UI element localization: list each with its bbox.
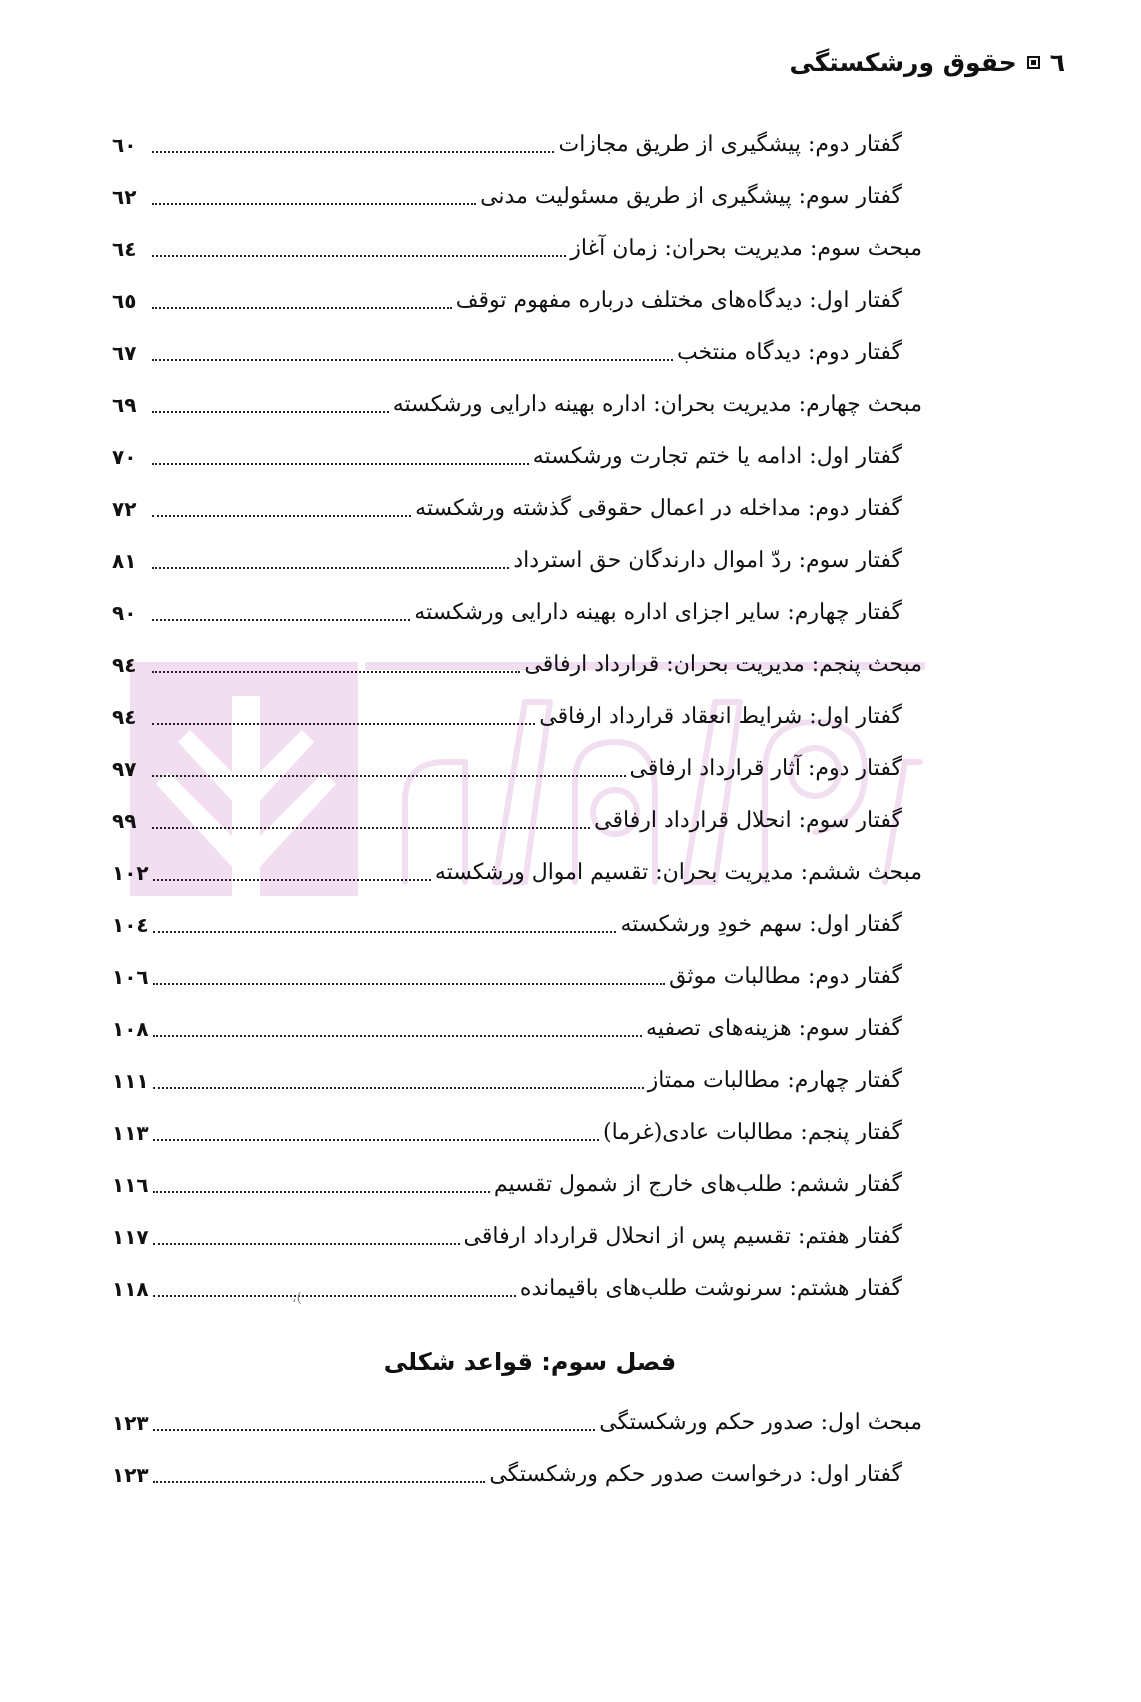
toc-entry-title: گفتار پنجم: مطالبات عادی(غرما) bbox=[603, 1120, 902, 1145]
toc-entry[interactable] bbox=[112, 536, 902, 576]
toc-entry[interactable] bbox=[112, 328, 902, 368]
toc-entry-title: گفتار اول: ادامه یا ختم تجارت ورشکسته bbox=[532, 444, 902, 469]
dot-leader bbox=[152, 567, 509, 569]
toc-entry-page: ٩٤ bbox=[112, 705, 137, 729]
dot-leader bbox=[153, 879, 431, 881]
toc-entry-title: مبحث چهارم: مدیریت بحران: اداره بهینه دارایی ورشکسته bbox=[392, 392, 922, 417]
toc-entry-title: گفتار سوم: انحلال قرارداد ارفاقی bbox=[594, 808, 902, 833]
dot-leader bbox=[153, 1243, 460, 1245]
toc-entry[interactable] bbox=[112, 588, 902, 628]
page-header bbox=[789, 48, 1065, 77]
toc-entry[interactable] bbox=[112, 900, 902, 940]
toc-entry[interactable] bbox=[112, 1450, 902, 1490]
toc-entry-title: گفتار ششم: طلب‌های خارج از شمول تقسیم bbox=[493, 1172, 902, 1197]
toc-entry-title: گفتار دوم: مطالبات موثق bbox=[669, 964, 902, 989]
toc-entry[interactable] bbox=[112, 380, 922, 420]
toc-entry-page: ٦٤ bbox=[112, 237, 137, 261]
toc-entry-title: گفتار سوم: هزینه‌های تصفیه bbox=[646, 1016, 902, 1041]
toc-entry-page: ٩٧ bbox=[112, 757, 137, 781]
toc-entry-title: مبحث پنجم: مدیریت بحران: قرارداد ارفاقی bbox=[524, 652, 922, 677]
toc-entry-page: ٧٢ bbox=[112, 497, 137, 521]
square-bullet-icon bbox=[1027, 56, 1040, 69]
dot-leader bbox=[152, 775, 626, 777]
dot-leader bbox=[152, 671, 520, 673]
toc-entry[interactable] bbox=[112, 1004, 902, 1044]
dot-leader bbox=[152, 463, 529, 465]
dot-leader bbox=[153, 1481, 486, 1483]
toc-entry-title: مبحث اول: صدور حکم ورشکستگی bbox=[599, 1410, 922, 1435]
toc-entry[interactable] bbox=[112, 848, 922, 888]
toc-entry-page: ٩٠ bbox=[112, 601, 137, 625]
toc-entry[interactable] bbox=[112, 172, 902, 212]
toc-entry[interactable] bbox=[112, 1264, 902, 1304]
toc-entry-page: ٦٠ bbox=[112, 133, 137, 157]
toc-entry-page: ٦٩ bbox=[112, 393, 137, 417]
toc-entry[interactable] bbox=[112, 224, 922, 264]
toc-entry[interactable] bbox=[112, 432, 902, 472]
toc-entry-page: ١١٦ bbox=[112, 1173, 149, 1197]
dot-leader bbox=[152, 515, 411, 517]
toc-entry-title: گفتار اول: سهم خودِ ورشکسته bbox=[620, 912, 902, 937]
toc-entry-title: گفتار دوم: پیشگیری از طریق مجازات bbox=[558, 132, 902, 157]
toc-entry-title: گفتار اول: درخواست صدور حکم ورشکستگی bbox=[489, 1462, 902, 1487]
toc-entry-title: گفتار هفتم: تقسیم پس از انحلال قرارداد ارفاقی bbox=[463, 1224, 902, 1249]
toc-entry-title: گفتار اول: دیدگاه‌های مختلف درباره مفهوم توقف bbox=[455, 288, 902, 313]
toc-entry-page: ١١٨ bbox=[112, 1277, 149, 1301]
toc-entry-page: ١٠٦ bbox=[112, 965, 149, 989]
toc-entry[interactable] bbox=[112, 744, 902, 784]
toc-entry-title: مبحث سوم: مدیریت بحران: زمان آغاز bbox=[570, 236, 922, 261]
dot-leader bbox=[152, 723, 535, 725]
dot-leader bbox=[153, 1191, 490, 1193]
toc-entry-page: ٦٢ bbox=[112, 185, 137, 209]
toc-entry-title: گفتار چهارم: سایر اجزای اداره بهینه دارایی ورشکسته bbox=[414, 600, 902, 625]
dot-leader bbox=[152, 827, 590, 829]
toc-entry[interactable] bbox=[112, 692, 902, 732]
toc-entry-page: ١٢٣ bbox=[112, 1411, 149, 1435]
toc-entry[interactable] bbox=[112, 1160, 902, 1200]
toc-entry-title: گفتار هشتم: سرنوشت طلب‌های باقیمانده bbox=[519, 1276, 902, 1301]
toc-entry-title: گفتار سوم: ردّ اموال دارندگان حق استرداد bbox=[513, 548, 902, 573]
toc-entry[interactable] bbox=[112, 952, 902, 992]
page-number: ٦ bbox=[1049, 48, 1065, 77]
toc-entry[interactable] bbox=[112, 640, 922, 680]
dot-leader bbox=[153, 1035, 642, 1037]
stray-mark: ،( bbox=[292, 1290, 302, 1306]
dot-leader bbox=[153, 1429, 596, 1431]
chapter-heading[interactable]: فصل سوم: قواعد شکلی bbox=[383, 1348, 677, 1376]
dot-leader bbox=[153, 1295, 516, 1297]
dot-leader bbox=[152, 619, 410, 621]
toc-entry[interactable] bbox=[112, 1212, 902, 1252]
toc-entry[interactable] bbox=[112, 484, 902, 524]
dot-leader bbox=[152, 307, 452, 309]
dot-leader bbox=[152, 151, 554, 153]
toc-entry-page: ١١٧ bbox=[112, 1225, 149, 1249]
toc-entry-title: گفتار اول: شرایط انعقاد قرارداد ارفاقی bbox=[539, 704, 902, 729]
dot-leader bbox=[153, 1139, 599, 1141]
dot-leader bbox=[153, 983, 665, 985]
toc-entry-page: ١٠٨ bbox=[112, 1017, 149, 1041]
toc-entry-page: ١١١ bbox=[112, 1069, 149, 1093]
toc-entry-page: ١٠٤ bbox=[112, 913, 149, 937]
dot-leader bbox=[152, 203, 476, 205]
toc-entry-page: ١٠٢ bbox=[112, 861, 149, 885]
dot-leader bbox=[153, 1087, 644, 1089]
toc-entry-page: ٦٧ bbox=[112, 341, 137, 365]
toc-entry-title: گفتار دوم: مداخله در اعمال حقوقی گذشته ورشکسته bbox=[415, 496, 902, 521]
toc-entry-title: گفتار دوم: آثار قرارداد ارفاقی bbox=[629, 756, 902, 781]
dot-leader bbox=[152, 411, 389, 413]
toc-entry-page: ٩٤ bbox=[112, 653, 137, 677]
toc-entry[interactable] bbox=[112, 120, 902, 160]
dot-leader bbox=[153, 931, 617, 933]
toc-entry-page: ٦٥ bbox=[112, 289, 137, 313]
toc-entry[interactable] bbox=[112, 1108, 902, 1148]
dot-leader bbox=[152, 255, 566, 257]
toc-entry[interactable] bbox=[112, 1056, 902, 1096]
toc-entry-title: گفتار سوم: پیشگیری از طریق مسئولیت مدنی bbox=[480, 184, 902, 209]
toc-entry-title: گفتار دوم: دیدگاه منتخب bbox=[676, 340, 902, 365]
toc-entry-page: ٩٩ bbox=[112, 809, 137, 833]
toc-entry-page: ١١٣ bbox=[112, 1121, 149, 1145]
book-title: حقوق ورشکستگی bbox=[789, 48, 1017, 77]
toc-entry-title: مبحث ششم: مدیریت بحران: تقسیم اموال ورشکسته bbox=[434, 860, 922, 885]
dot-leader bbox=[152, 359, 673, 361]
toc-entry-page: ١٢٣ bbox=[112, 1463, 149, 1487]
toc-entry-page: ٨١ bbox=[112, 549, 137, 573]
toc-entry[interactable] bbox=[112, 276, 902, 316]
toc-entry-page: ٧٠ bbox=[112, 445, 137, 469]
toc-entry[interactable] bbox=[112, 796, 902, 836]
toc-entry[interactable] bbox=[112, 1398, 922, 1438]
toc-entry-title: گفتار چهارم: مطالبات ممتاز bbox=[647, 1068, 902, 1093]
